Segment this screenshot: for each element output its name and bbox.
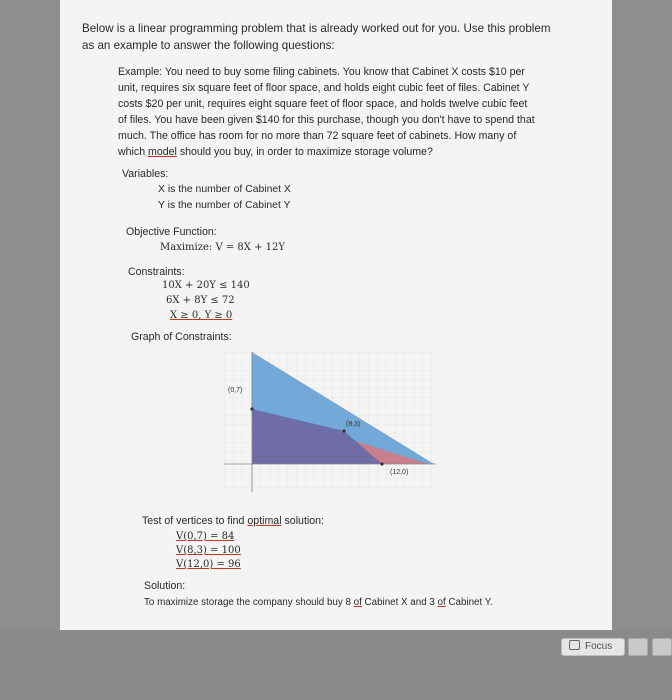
test-vertex-0-7: V(0,7) = 84 xyxy=(176,531,235,542)
solution-text xyxy=(144,597,493,608)
test-label-post: solution: xyxy=(281,515,324,527)
vertex-label-0-7: (0,7) xyxy=(228,387,243,394)
focus-button[interactable] xyxy=(561,638,625,656)
constraint-budget: 10X + 20Y ≤ 140 xyxy=(162,280,250,291)
constraints-graph xyxy=(224,352,436,492)
document-page xyxy=(60,0,612,630)
focus-icon xyxy=(569,640,580,650)
constraint-space: 6X + 8Y ≤ 72 xyxy=(166,295,235,306)
objective-label: Objective Function: xyxy=(126,226,217,238)
example-suffix: should you buy, in order to maximize storage volume? xyxy=(176,146,433,158)
vertex-8-3 xyxy=(342,429,345,432)
constraints-label: Constraints: xyxy=(128,266,185,278)
vertex-12-0 xyxy=(380,462,383,465)
example-prefix: Example: You need to buy some filing cabinets. You know that Cabinet X costs $10 per unit, requires six square feet of floor space, and holds eight cubic feet of files. Cabinet Y costs $20 per unit, requires eight square feet of floor space, and holds twelve cubic feet of files. You have been given $140 for this purchase, though you don't have to spend that much. The office has room for no more than 72 square feet of cabinets. How many of which xyxy=(118,66,535,158)
layout-icon[interactable] xyxy=(628,638,648,656)
solution-label: Solution: xyxy=(144,580,186,592)
solution-pre: To maximize storage the company should buy 8 xyxy=(144,597,354,608)
focus-label: Focus xyxy=(585,641,613,652)
test-vertex-8-3: V(8,3) = 100 xyxy=(176,545,241,556)
test-label-optimal: optimal xyxy=(247,515,282,527)
example-text xyxy=(118,64,538,160)
vertex-label-8-3: (8,3) xyxy=(346,421,361,428)
test-label-pre: Test of vertices to find xyxy=(142,515,248,527)
graph-label: Graph of Constraints: xyxy=(131,331,232,343)
variables-label: Variables: xyxy=(122,168,169,180)
test-vertex-12-0: V(12,0) = 96 xyxy=(176,559,241,570)
intro-text: Below is a linear programming problem that is already worked out for you. Use this problem as an example to answer the following questions: xyxy=(82,22,551,52)
example-model-word: model xyxy=(148,146,177,158)
objective-function: Maximize: V = 8X + 12Y xyxy=(160,242,285,253)
view-icon[interactable] xyxy=(652,638,672,656)
solution-mid: Cabinet X and 3 xyxy=(361,597,438,608)
vertex-0-7 xyxy=(250,407,253,410)
test-label xyxy=(142,515,324,527)
variable-x: X is the number of Cabinet X xyxy=(158,184,291,195)
variable-y: Y is the number of Cabinet Y xyxy=(158,200,291,211)
solution-post: Cabinet Y. xyxy=(445,597,493,608)
vertex-label-12-0: (12,0) xyxy=(390,469,409,476)
solution-of-2: of xyxy=(437,597,446,608)
solution-of-1: of xyxy=(353,597,362,608)
constraint-nonnegative: X ≥ 0, Y ≥ 0 xyxy=(170,310,233,321)
